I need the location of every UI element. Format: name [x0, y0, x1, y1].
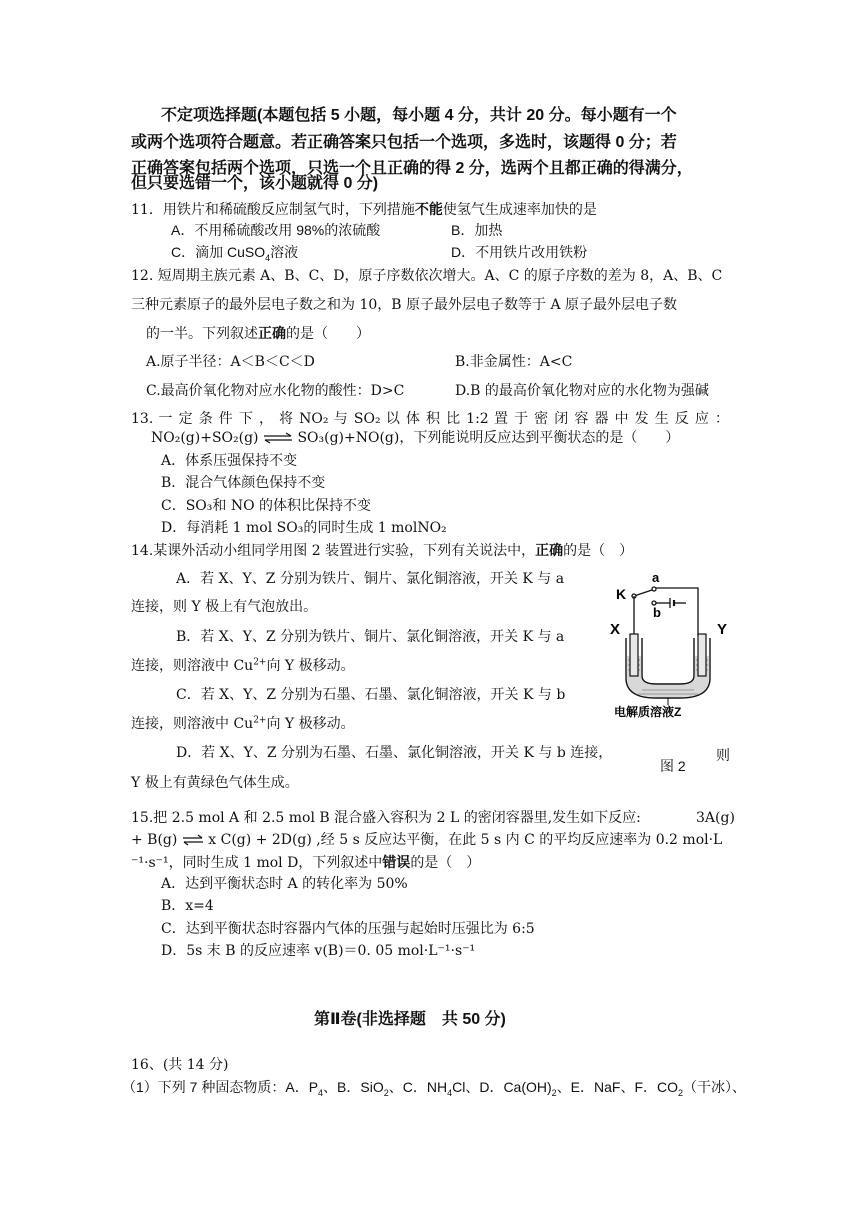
- q15-line-1-end: 3A(g): [696, 810, 735, 826]
- section-heading: 第Ⅱ卷(非选择题 共 50 分): [314, 1011, 506, 1028]
- q15-equation-right: x C(g) + 2D(g) ,经 5 s 反应达平衡，在此 5 s 内 C 的平均反应速率为 0.2 mol·L: [208, 832, 723, 848]
- q13-line-2: [151, 428, 679, 448]
- q15-line-3-text: ⁻¹·s⁻¹，同时生成 1 mol D，下列叙述中: [131, 855, 383, 871]
- intro-line-4: 但只要选错一个，该小题就得 0 分): [131, 175, 379, 192]
- q15-line-3-emphasis: 错误: [382, 854, 411, 870]
- q15-line-3-text-end: 的是（ ）: [410, 855, 481, 871]
- q14-option-c-text: 连接，则溶液中 Cu: [131, 716, 254, 732]
- q12-line-3-text-end: 的是（ ）: [286, 326, 370, 342]
- figure-caption: 图 2: [660, 758, 686, 774]
- figure-label-a: a: [652, 570, 660, 585]
- q14-option-b-line-2: [131, 656, 355, 676]
- q15-line-1: 15.把 2.5 mol A 和 2.5 mol B 混合盛入容积为 2 L 的密闭容器里,发生如下反应:: [131, 810, 641, 826]
- q14-option-b-text: 连接，则溶液中 Cu: [131, 658, 254, 674]
- q12-line-3: [146, 323, 370, 344]
- q16-text-1: （1）下列 7 种固态物质：A．P: [122, 1079, 319, 1095]
- q13-option-d: D．每消耗 1 mol SO₃的同时生成 1 molNO₂: [161, 520, 447, 536]
- q14-option-b-sup: 2+: [253, 657, 267, 668]
- q11-stem-text: 11．用铁片和稀硫酸反应制氢气时，下列措施: [131, 202, 415, 218]
- q14-option-d-line-1-end: 则: [716, 748, 730, 764]
- q14-option-a-line-2: 连接，则 Y 极上有气泡放出。: [131, 599, 318, 615]
- q11-stem-text-end: 使氢气生成速率加快的是: [442, 202, 597, 218]
- q14-option-b-text-end: 向 Y 极移动。: [266, 658, 355, 674]
- q12-option-d: D.B 的最高价氧化物对应的水化物为强碱: [455, 383, 709, 399]
- q11-stem-emphasis: 不能: [414, 201, 443, 217]
- q14-option-c-line-1: C．若 X、Y、Z 分别为石墨、石墨、氯化铜溶液，开关 K 与 b: [176, 687, 566, 703]
- q11-option-b: B．加热: [451, 222, 503, 238]
- q13-equation-right: SO₃(g)+NO(g)，下列能说明反应达到平衡状态的是（ ）: [297, 430, 680, 446]
- q16-text-6: （干冰）、: [683, 1079, 747, 1095]
- q16-sub-1: 4: [318, 1087, 324, 1098]
- q16-line-1: [122, 1077, 746, 1097]
- q16-text-3: 、C．NH: [388, 1079, 448, 1095]
- equilibrium-arrow-icon: [182, 834, 204, 846]
- q16-sub-4: 2: [551, 1087, 557, 1098]
- figure-bottom-label: 电解质溶液Z: [614, 705, 682, 718]
- q11-option-c-text-end: 溶液: [270, 244, 299, 260]
- q12-option-c: C.最高价氧化物对应水化物的酸性：D>C: [146, 383, 405, 399]
- q15-option-b: B．x=4: [161, 898, 214, 914]
- intro-line-3: 正确答案包括两个选项，只选一个且正确的得 2 分，选两个且都正确的得满分，: [131, 160, 693, 177]
- q14-option-a-line-1: A．若 X、Y、Z 分别为铁片、铜片、氯化铜溶液，开关 K 与 a: [176, 571, 565, 587]
- q14-stem-text-end: 的是（ ）: [563, 543, 634, 559]
- q14-stem-text: 14.某课外活动小组同学用图 2 装置进行实验，下列有关说法中，: [131, 543, 536, 559]
- intro-line-2: 或两个选项符合题意。若正确答案只包括一个选项，多选时，该题得 0 分；若: [131, 134, 677, 151]
- q15-equation-left: + B(g): [131, 832, 178, 848]
- q15-option-a: A．达到平衡状态时 A 的转化率为 50%: [161, 876, 408, 892]
- figure-label-k: K: [616, 586, 627, 602]
- q11-option-c: [171, 242, 298, 262]
- electrode-x: [630, 634, 638, 676]
- q11-option-d: D．不用铁片改用铁粉: [451, 244, 588, 260]
- q12-line-1: 12. 短周期主族元素 A、B、C、D，原子序数依次增大。A、C 的原子序数的差为 8，A、B、C: [131, 268, 723, 284]
- q15-option-c: C．达到平衡状态时容器内气体的压强与起始时压强比为 6:5: [161, 921, 535, 937]
- q12-option-a: A.原子半径：A＜B＜C＜D: [146, 354, 315, 370]
- q14-stem: [131, 540, 633, 561]
- q15-line-2: [131, 830, 722, 850]
- q16-text-5: 、E．NaF、F．CO: [556, 1079, 679, 1095]
- q12-line-3-emphasis: 正确: [258, 325, 286, 341]
- figure-label-x: X: [610, 621, 621, 638]
- electrolysis-apparatus-figure: [602, 568, 750, 718]
- q14-option-c-text-end: 向 Y 极移动。: [266, 716, 355, 732]
- q13-line-1: 13. 一 定 条 件 下 ， 将 NO₂ 与 SO₂ 以 体 积 比 1:2 置 于 密 闭 容 器 中 发 生 反 应 ：: [131, 411, 729, 427]
- q12-line-2: 三种元素原子的最外层电子数之和为 10，B 原子最外层电子数等于 A 原子最外层电子数: [131, 297, 678, 313]
- q11-option-a: A．不用稀硫酸改用 98%的浓硫酸: [171, 222, 381, 238]
- q11-option-c-sub: 4: [265, 252, 271, 263]
- q15-option-d: D．5s 末 B 的反应速率 v(B)＝0. 05 mol·L⁻¹·s⁻¹: [161, 943, 476, 959]
- q12-option-b: B.非金属性：A<C: [455, 354, 573, 370]
- q14-option-d-line-1: D．若 X、Y、Z 分别为石墨、石墨、氯化铜溶液，开关 K 与 b 连接，: [176, 745, 613, 761]
- q16-heading: 16、(共 14 分): [131, 1057, 229, 1073]
- figure-label-b: b: [653, 605, 661, 620]
- q13-option-c: C．SO₃和 NO 的体积比保持不变: [161, 498, 372, 514]
- figure-label-y: Y: [717, 621, 728, 638]
- electrode-y: [698, 634, 706, 676]
- q11-stem: [131, 199, 597, 220]
- q16-text-2: 、B．SiO: [323, 1079, 384, 1095]
- q14-option-c-line-2: [131, 714, 355, 734]
- q14-option-d-line-2: Y 极上有黄绿色气体生成。: [131, 775, 299, 791]
- q13-option-a: A．体系压强保持不变: [161, 453, 298, 469]
- q11-option-c-text: C．滴加 CuSO: [171, 244, 266, 260]
- q13-equation-left: NO₂(g)+SO₂(g): [151, 430, 259, 446]
- q16-sub-5: 2: [678, 1087, 684, 1098]
- q15-line-3: [131, 852, 480, 873]
- q16-text-4: Cl、D．Ca(OH): [452, 1079, 552, 1095]
- q14-stem-emphasis: 正确: [535, 542, 564, 558]
- equilibrium-arrow-icon: [263, 432, 293, 444]
- q16-sub-2: 2: [383, 1087, 389, 1098]
- q14-option-c-sup: 2+: [253, 715, 267, 726]
- q12-line-3-text: 的一半。下列叙述: [146, 326, 258, 342]
- q14-option-b-line-1: B．若 X、Y、Z 分别为铁片、铜片、氯化铜溶液，开关 K 与 a: [176, 629, 565, 645]
- circuit-wires: [632, 587, 698, 636]
- q13-option-b: B．混合气体颜色保持不变: [161, 475, 326, 491]
- q16-sub-3: 4: [447, 1087, 453, 1098]
- intro-line-1: 不定项选择题(本题包括 5 小题，每小题 4 分，共计 20 分。每小题有一个: [161, 107, 677, 124]
